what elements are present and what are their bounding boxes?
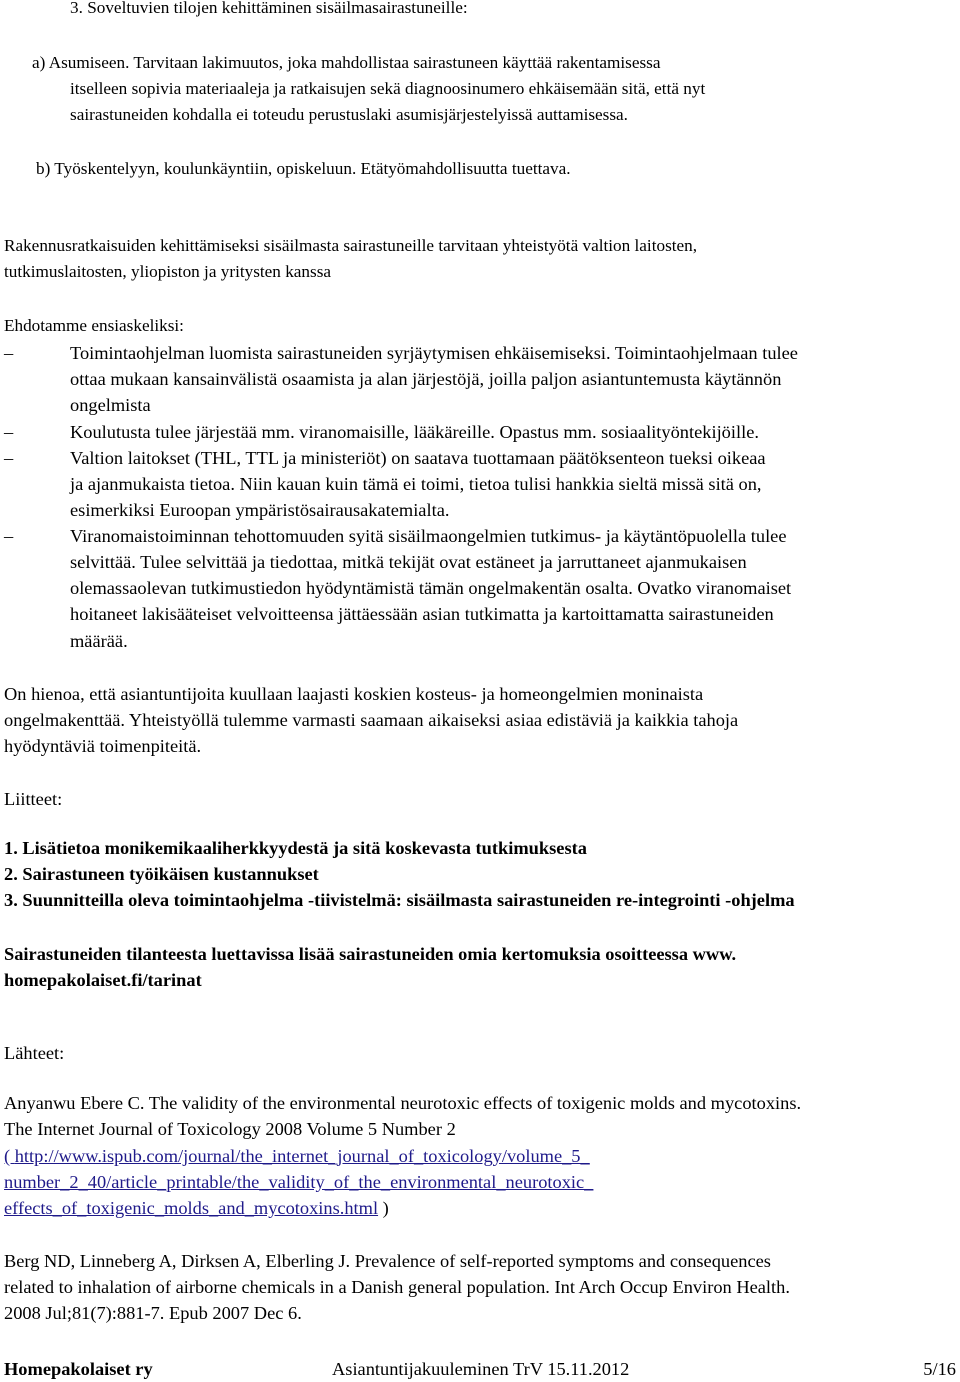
section-heading: 3. Soveltuvien tilojen kehittäminen sisäilmasairastuneille: <box>70 0 468 17</box>
proposals-heading: Ehdotamme ensiaskeliksi: <box>4 316 184 335</box>
ref-1-line-1: Anyanwu Ebere C. The validity of the environmental neurotoxic effects of toxigenic molds and mycotoxins. <box>4 1093 802 1113</box>
stories-line-1: Sairastuneiden tilanteesta luettavissa lisää sairastuneiden omia kertomuksia osoitteessa www. <box>4 944 737 964</box>
footer-org: Homepakolaiset ry <box>4 1359 153 1379</box>
proposal-1-line-1: Toimintaohjelman luomista sairastuneiden syrjäytymisen ehkäisemiseksi. Toimintaohjelmaan tulee <box>70 343 798 363</box>
ref-1-link-part-1[interactable]: http://www.ispub.com/journal/the_internet_journal_of_toxicology/volume_5_ <box>14 1146 590 1166</box>
item-a-line-1: a) Asumiseen. Tarvitaan lakimuutos, joka mahdollistaa sairastuneen käyttää rakentamisessa <box>32 53 661 72</box>
proposal-3-line-3: esimerkiksi Euroopan ympäristösairausakatemialta. <box>70 500 450 520</box>
item-b: b) Työskentelyyn, koulunkäyntiin, opiskeluun. Etätyömahdollisuutta tuettava. <box>36 159 571 178</box>
proposal-2-line-1: Koulutusta tulee järjestää mm. viranomaisille, lääkäreille. Opastus mm. sosiaalityöntekijöille. <box>70 422 759 442</box>
closing-line-1: On hienoa, että asiantuntijoita kuullaan laajasti koskien kosteus- ja homeongelmien moninaista <box>4 684 704 704</box>
ref-1-line-2: The Internet Journal of Toxicology 2008 Volume 5 Number 2 <box>4 1119 456 1139</box>
proposal-dash: – <box>4 343 14 363</box>
footer-event: Asiantuntijakuuleminen TrV 15.11.2012 <box>332 1359 630 1379</box>
attachment-1: 1. Lisätietoa monikemikaaliherkkyydestä ja sitä koskevasta tutkimuksesta <box>4 838 587 858</box>
closing-line-2: ongelmakenttää. Yhteistyöllä tulemme varmasti saamaan aikaiseksi asiaa edistäviä ja kaikkia tahoja <box>4 710 739 730</box>
attachment-3: 3. Suunnitteilla oleva toimintaohjelma -tiivistelmä: sisäilmasta sairastuneiden re-integrointi -ohjelma <box>4 890 795 910</box>
ref-2-line-2: related to inhalation of airborne chemicals in a Danish general population. Int Arch Occup Environ Health. <box>4 1277 790 1297</box>
ref-1-open-paren: ( <box>4 1146 15 1166</box>
proposal-4-line-3: olemassaolevan tutkimustiedon hyödyntämistä tämän ongelmakentän osalta. Ovatko viranomaiset <box>70 578 792 598</box>
ref-1-close-paren: ) <box>378 1198 389 1218</box>
attachments-heading: Liitteet: <box>4 789 63 809</box>
ref-1-link-part-3[interactable]: effects_of_toxigenic_molds_and_mycotoxins.html <box>4 1198 379 1218</box>
ref-1-link-line-1 <box>4 1143 590 1169</box>
item-a-line-2: itselleen sopivia materiaaleja ja ratkaisujen sekä diagnoosinumero ehkäisemään sitä, että nyt <box>70 79 706 98</box>
proposal-1-line-3: ongelmista <box>70 395 151 415</box>
proposal-3-line-1: Valtion laitokset (THL, TTL ja ministeriöt) on saatava tuottamaan päätöksenteon tueksi oikeaa <box>70 448 766 468</box>
ref-1-link-line-3 <box>4 1195 389 1221</box>
sources-heading: Lähteet: <box>4 1043 65 1063</box>
ref-2-line-3: 2008 Jul;81(7):881-7. Epub 2007 Dec 6. <box>4 1303 302 1323</box>
ref-2-line-1: Berg ND, Linneberg A, Dirksen A, Elberling J. Prevalence of self-reported symptoms and consequences <box>4 1251 771 1271</box>
ref-1-link-part-2[interactable]: number_2_40/article_printable/the_validity_of_the_environmental_neurotoxic_ <box>4 1172 594 1192</box>
attachment-2: 2. Sairastuneen työikäisen kustannukset <box>4 864 319 884</box>
proposal-4-line-2: selvittää. Tulee selvittää ja tiedottaa, mitkä tekijät ovat estäneet ja jarruttaneet ajanmukaisen <box>70 552 747 572</box>
proposal-dash: – <box>4 526 14 546</box>
proposal-1-line-2: ottaa mukaan kansainvälistä osaamista ja alan järjestöjä, joilla paljon asiantuntemusta käytännön <box>70 369 782 389</box>
cooperation-line-1: Rakennusratkaisuiden kehittämiseksi sisäilmasta sairastuneille tarvitaan yhteistyötä valtion laitosten, <box>4 236 698 255</box>
stories-line-2: homepakolaiset.fi/tarinat <box>4 970 202 990</box>
item-a-line-3: sairastuneiden kohdalla ei toteudu perustuslaki asumisjärjestelyissä auttamisessa. <box>70 105 628 124</box>
proposal-4-line-1: Viranomaistoiminnan tehottomuuden syitä sisäilmaongelmien tutkimus- ja käytäntöpuolella tulee <box>70 526 787 546</box>
proposal-4-line-4: hoitaneet lakisääteiset velvoitteensa jättäessään asian tutkimatta ja kartoittamatta sairastuneiden <box>70 604 774 624</box>
footer-page-number: 5/16 <box>923 1359 956 1379</box>
proposal-3-line-2: ja ajanmukaista tietoa. Niin kauan kuin tämä ei toimi, tietoa tulisi hankkia sieltä missä sitä on, <box>70 474 762 494</box>
ref-1-link-line-2 <box>4 1169 593 1195</box>
cooperation-line-2: tutkimuslaitosten, yliopiston ja yritysten kanssa <box>4 262 332 281</box>
closing-line-3: hyödyntäviä toimenpiteitä. <box>4 736 202 756</box>
proposal-dash: – <box>4 448 14 468</box>
proposal-dash: – <box>4 422 14 442</box>
proposal-4-line-5: määrää. <box>70 631 128 651</box>
